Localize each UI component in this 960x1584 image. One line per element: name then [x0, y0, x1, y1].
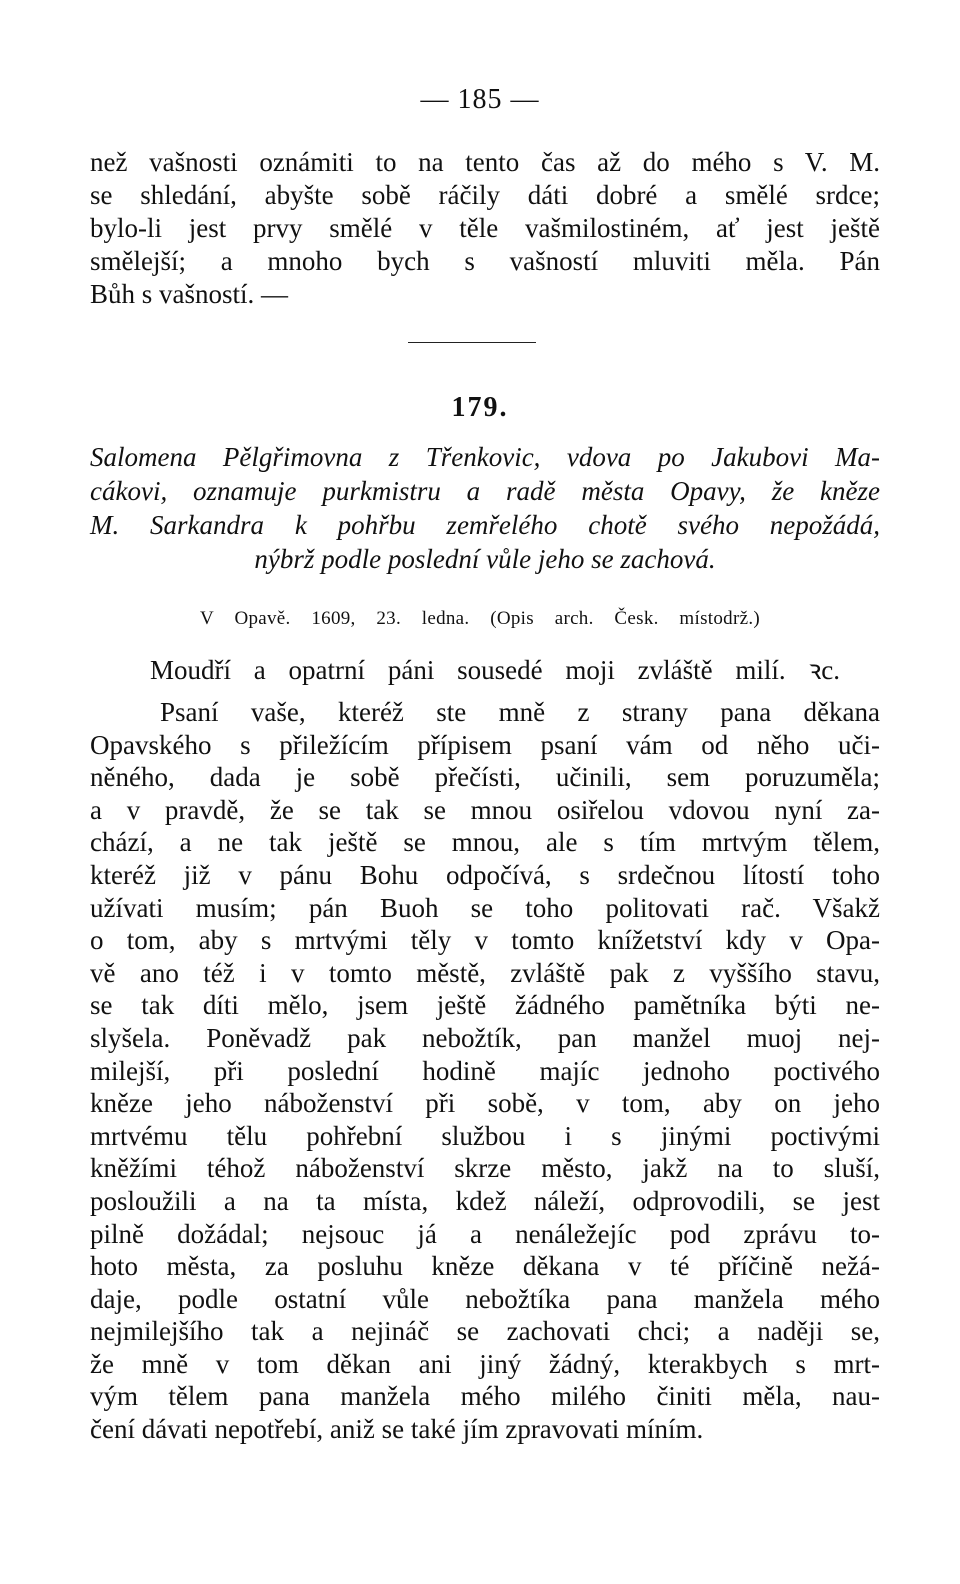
body-line: čení dávati nepotřebí, aniž se také jím zpravovati míním.: [90, 1414, 704, 1445]
page-number: — 185 —: [420, 84, 540, 115]
body-line: nejmilejšího tak a nejináč se zachovati chci; a naději se,: [90, 1316, 880, 1347]
body-line: že mně v tom děkan ani jiný žádný, kterakbych s mrt-: [90, 1348, 880, 1379]
summary-line: nýbrž podle poslední vůle jeho se zachová.: [254, 544, 716, 574]
body-line: se tak díti mělo, jsem ještě žádného pamětníka býti ne-: [90, 990, 880, 1021]
body-line: o tom, aby s mrtvými těly v tomto knížetství kdy v Opa-: [90, 925, 880, 956]
body-line: kněžími téhož náboženství skrze město, jakž na to sluší,: [90, 1153, 880, 1184]
body-line: kteréž již v pánu Bohu odpočívá, s srdečnou lítostí toho: [90, 859, 880, 890]
body-line: hoto města, za posluhu kněze děkana v té příčině nežá-: [90, 1251, 880, 1282]
letter-body: [90, 696, 880, 1446]
body-line: daje, podle ostatní vůle nebožtíka pana manžela mého: [90, 1283, 880, 1314]
body-line: chází, a ne tak ještě se mnou, ale s tím mrtvým tělem,: [90, 827, 880, 858]
body-line: kněze jeho náboženství při sobě, v tom, aby on jeho: [90, 1088, 880, 1119]
body-line: posloužili a na ta místa, kdež náleží, odprovodili, se jest: [90, 1185, 880, 1216]
salutation: Moudří a opatrní páni sousedé moji zvláště milí. ꝛc.: [150, 655, 840, 685]
body-line: pilně dožádal; nejsouc já a nenáležejíc pod zprávu to-: [90, 1218, 880, 1249]
text-line: se shledání, abyšte sobě ráčily dáti dobré a smělé srdce;: [90, 180, 880, 210]
body-line: vě ano též i v tomto městě, zvláště pak z vyššího stavu,: [90, 957, 880, 988]
previous-letter-ending: [90, 146, 880, 311]
body-line: Opavského s přiležícím přípisem psaní vám od něho uči-: [90, 729, 880, 760]
summary-line: cákovi, oznamuje purkmistru a radě města Opavy, že kněze: [90, 476, 880, 506]
text-line: smělejší; a mnoho bych s vašností mluviti měla. Pán: [90, 246, 880, 276]
section-divider: [408, 342, 536, 343]
text-line: bylo-li jest prvy smělé v těle vašmilostiném, ať jest ještě: [90, 213, 880, 243]
body-line: něného, dada je sobě přečísti, učinili, sem poruzuměla;: [90, 762, 880, 793]
letter-summary: [90, 440, 880, 576]
summary-line: M. Sarkandra k pohřbu zemřelého chotě svého nepožádá,: [90, 510, 880, 540]
body-line: Psaní vaše, kteréž ste mně z strany pana děkana: [160, 697, 880, 727]
text-line: Bůh s vašností. —: [90, 279, 289, 309]
body-line: vým tělem pana manžela mého milého činiti měla, nau-: [90, 1381, 880, 1412]
body-line: užívati musím; pán Buoh se toho politovati rač. Všakž: [90, 892, 880, 923]
source-citation: V Opavě. 1609, 23. ledna. (Opis arch. Česk. místodrž.): [200, 608, 760, 629]
letter-number: 179.: [451, 392, 509, 423]
body-line: mrtvému tělu pohřební službou i s jinými poctivými: [90, 1120, 880, 1151]
body-line: milejší, při poslední hodině majíc jednoho poctivého: [90, 1055, 880, 1086]
body-line: a v pravdě, že se tak se mnou osiřelou vdovou nyní za-: [90, 794, 880, 825]
summary-line: Salomena Pělgřimovna z Třenkovic, vdova po Jakubovi Ma-: [90, 442, 880, 472]
body-line: slyšela. Poněvadž pak nebožtík, pan manžel muoj nej-: [90, 1022, 880, 1053]
text-line: než vašnosti oznámiti to na tento čas až do mého s V. M.: [90, 147, 880, 177]
